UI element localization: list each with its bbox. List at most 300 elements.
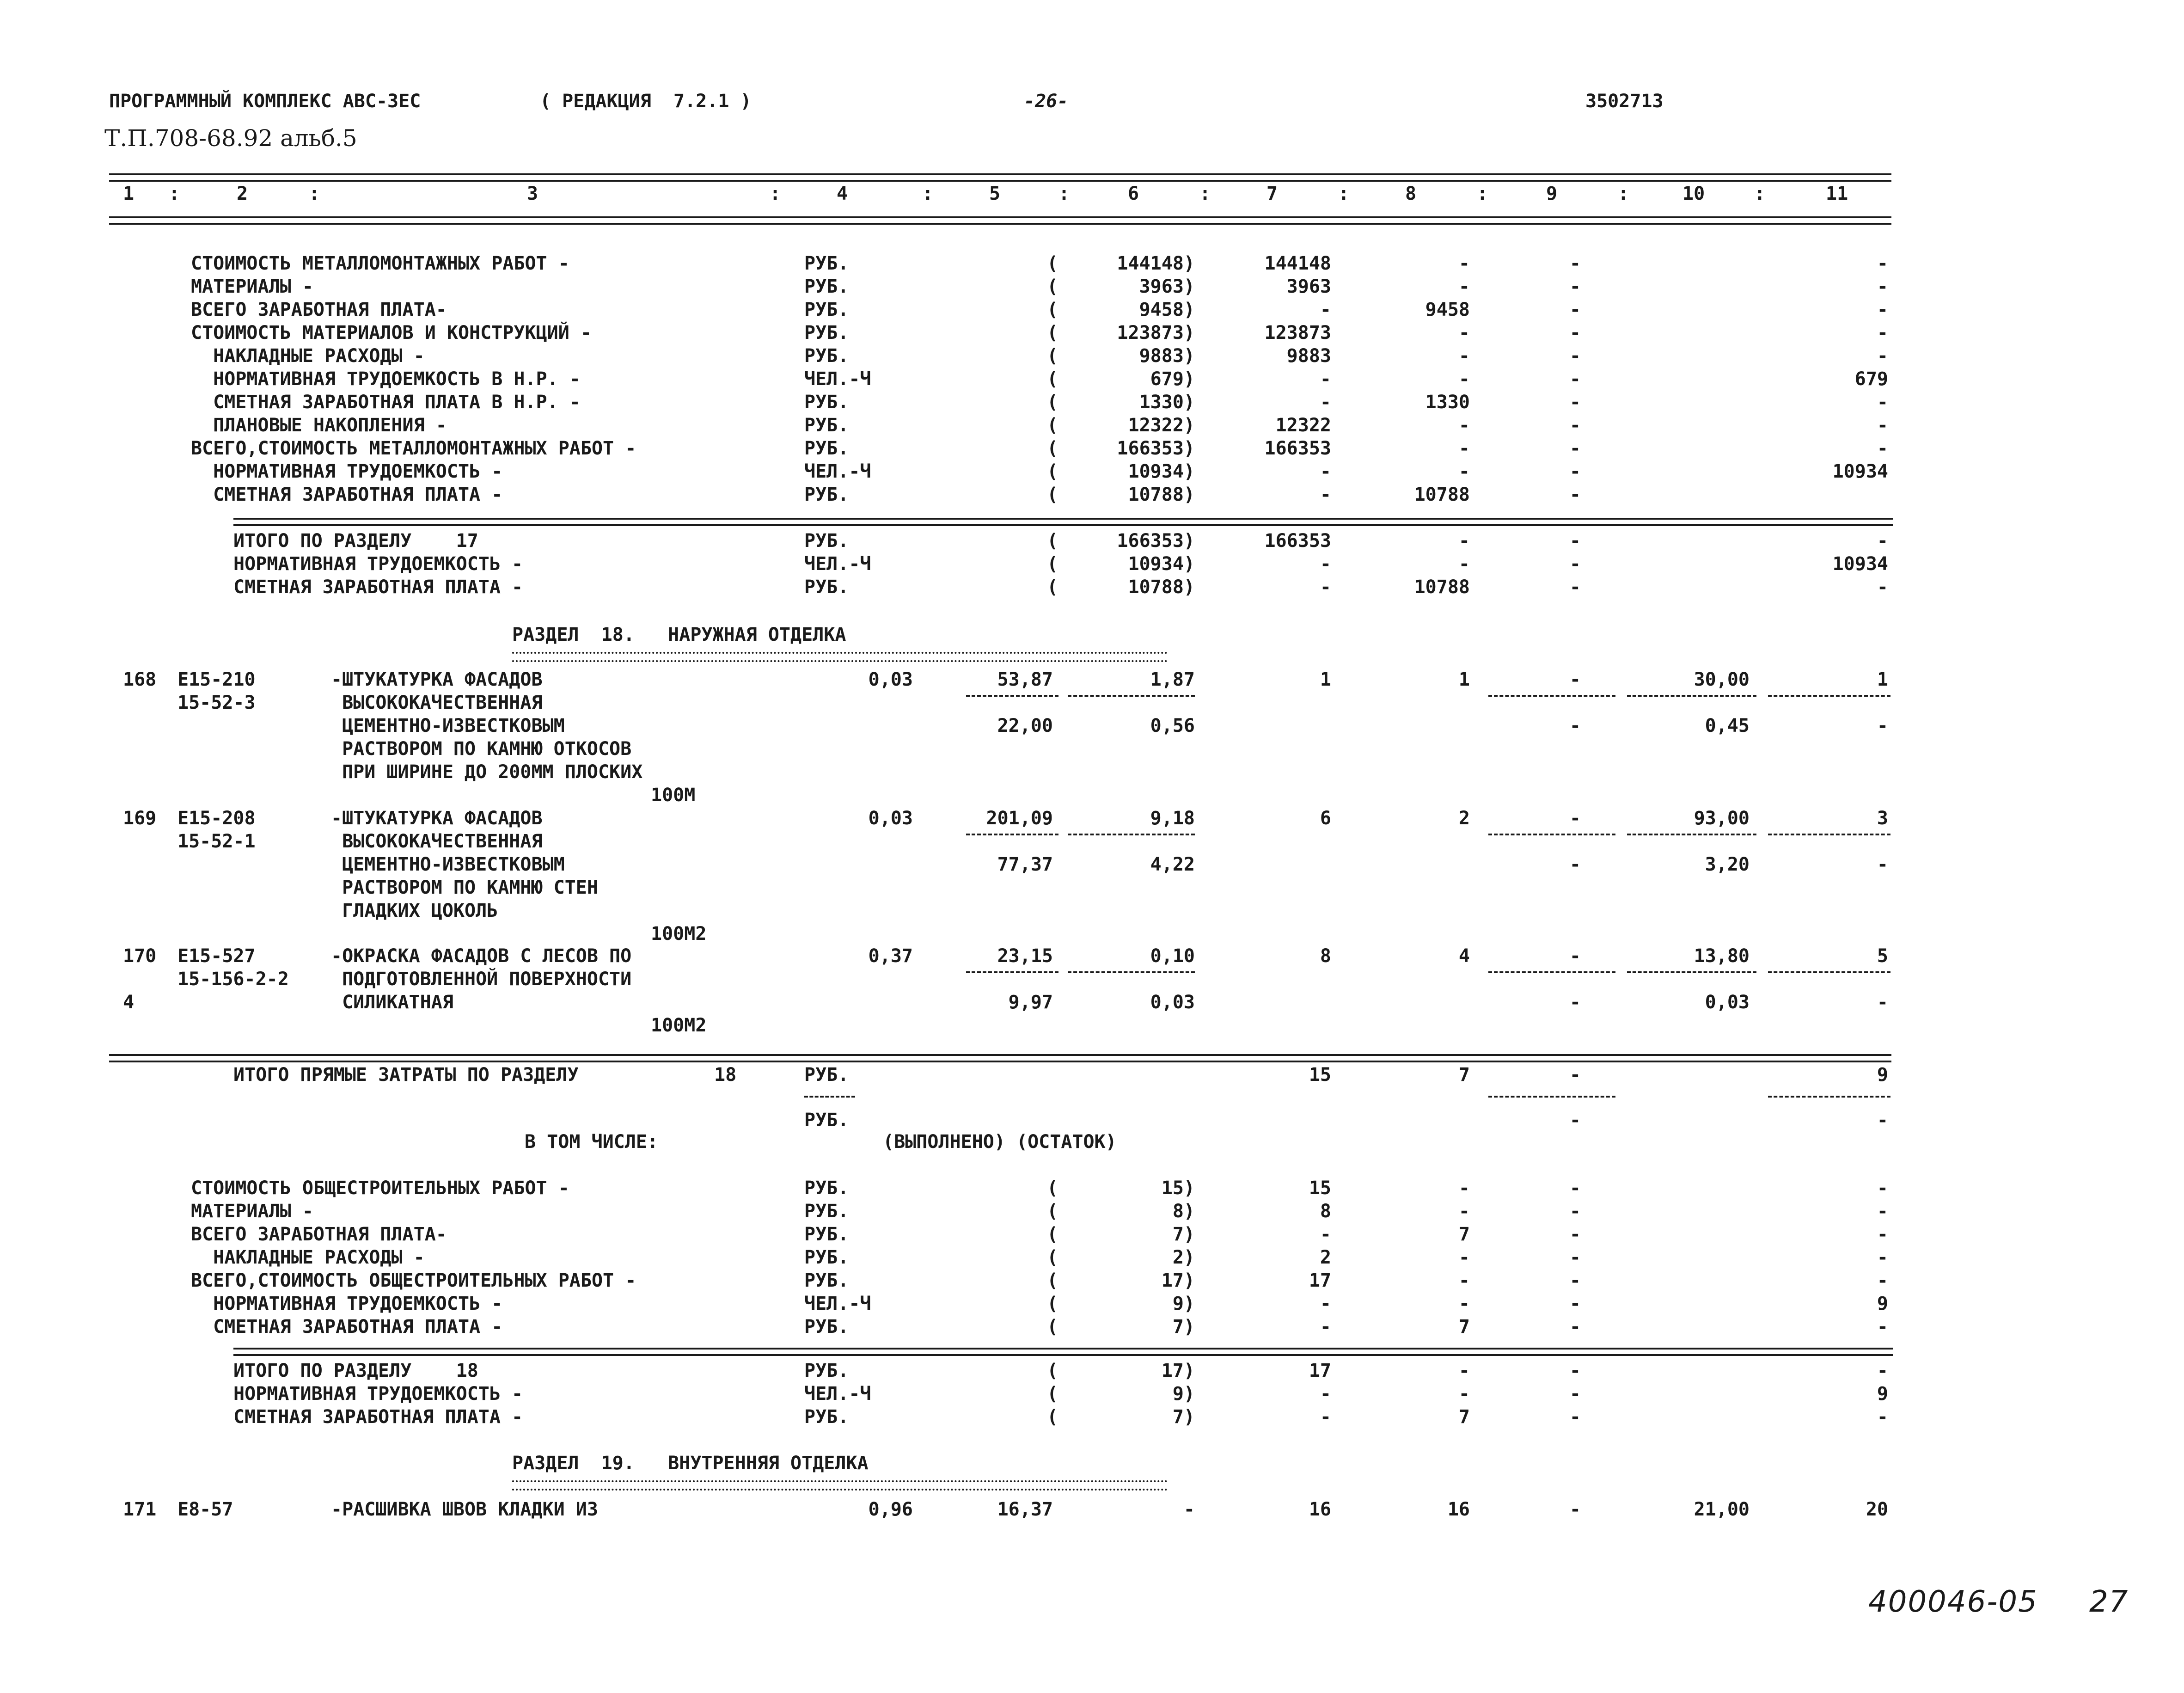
summary-col6: 166353) [1117,530,1195,552]
summary-col6: 144148) [1117,253,1195,274]
summary-col8: - [1458,1247,1470,1268]
summary-label: НОРМАТИВНАЯ ТРУДОЕМКОСТЬ - [233,553,523,575]
summary-label: ИТОГО ПО РАЗДЕЛУ 17 [233,530,478,552]
summary-col7: 144148 [1264,253,1331,274]
summary-label: СТОИМОСТЬ МЕТАЛЛОМОНТАЖНЫХ РАБОТ - [191,253,569,274]
summary-col7: - [1320,553,1331,575]
summary-col7: 166353 [1264,438,1331,459]
summary-col11: - [1877,345,1888,367]
section-title-underline [512,1480,1168,1491]
paren-open: ( [1047,322,1058,344]
summary-unit: РУБ. [804,577,849,598]
summary-col9: - [1569,276,1581,297]
item-quantity: 0,03 [868,669,913,690]
summary-col9: - [1569,299,1581,320]
item-price-wage: 9,97 [1008,992,1053,1013]
item-description-line: ЦЕМЕНТНО-ИЗВЕСТКОВЫМ [331,715,565,736]
summary-label: ВСЕГО,СТОИМОСТЬ ОБЩЕСТРОИТЕЛЬНЫХ РАБОТ - [191,1270,636,1291]
item-col8: 4 [1458,945,1470,967]
direct-costs-col8: 7 [1458,1064,1470,1086]
summary-label: СМЕТНАЯ ЗАРАБОТНАЯ ПЛАТА - [191,484,503,505]
summary-col11: 9 [1877,1383,1888,1405]
summary-col8: - [1458,368,1470,390]
summary-col8: - [1458,530,1470,552]
paren-open: ( [1047,1247,1058,1268]
summary-label: НОРМАТИВНАЯ ТРУДОЕМКОСТЬ В Н.Р. - [191,368,581,390]
item-col10-sub: 3,20 [1705,854,1750,875]
section-18-title: РАЗДЕЛ 18. НАРУЖНАЯ ОТДЕЛКА [512,624,846,645]
summary-col8: - [1458,553,1470,575]
summary-unit: ЧЕЛ.-Ч [804,461,871,482]
paren-open: ( [1047,345,1058,367]
item-code-suffix: 4 [123,992,135,1013]
summary-col8: - [1458,438,1470,459]
item-divider [1627,695,1756,697]
sheet-code: 400046-05 [1868,1585,2038,1619]
summary-col6: 9) [1172,1293,1195,1314]
paren-open: ( [1047,368,1058,390]
summary-unit: РУБ. [804,1178,849,1199]
item-col11-sub: - [1877,854,1888,875]
summary-col6: 10788) [1128,484,1195,505]
summary-col7: 123873 [1264,322,1331,344]
summary-col8: 1330 [1425,392,1470,413]
summary-col7: - [1320,484,1331,505]
paren-open: ( [1047,1316,1058,1337]
paren-open: ( [1047,1383,1058,1405]
column-separator: : [1754,183,1766,204]
column-header-8: 8 [1405,183,1417,204]
column-header-6: 6 [1128,183,1139,204]
summary-col9: - [1569,1293,1581,1314]
summary-col8: - [1458,461,1470,482]
summary-label: НАКЛАДНЫЕ РАСХОДЫ - [191,345,425,367]
direct-costs-section: 18 [714,1064,737,1086]
paren-open: ( [1047,1201,1058,1222]
summary-col7: - [1320,1406,1331,1428]
including-label: В ТОМ ЧИСЛЕ: [525,1131,658,1153]
item-divider [1068,971,1195,973]
item-cost-total: 0,10 [1150,945,1195,967]
summary-col11: 10934 [1832,461,1888,482]
summary-label: ИТОГО ПО РАЗДЕЛУ 18 [233,1360,478,1381]
item-col7: 6 [1320,808,1331,829]
summary-col9: - [1569,253,1581,274]
summary-col9: - [1569,322,1581,344]
direct-costs-unit: РУБ. [804,1064,849,1086]
summary-col11: - [1877,1178,1888,1199]
item-col8: 16 [1447,1499,1470,1520]
item-divider [1488,971,1615,973]
summary-col8: - [1458,1178,1470,1199]
header-top-rule [109,173,1891,182]
edition: ( РЕДАКЦИЯ 7.2.1 ) [540,91,752,112]
column-separator: : [922,183,934,204]
summary-col8: 9458 [1425,299,1470,320]
item-price-total: 16,37 [997,1499,1053,1520]
summary-col8: 7 [1458,1406,1470,1428]
summary-col6: 123873) [1117,322,1195,344]
summary-col8: - [1458,253,1470,274]
column-separator: : [169,183,180,204]
summary-unit: РУБ. [804,415,849,436]
summary-col11: - [1877,438,1888,459]
item-col10: 93,00 [1694,808,1750,829]
item-description-line: ЦЕМЕНТНО-ИЗВЕСТКОВЫМ [331,854,565,875]
item-code-sub: 15-52-1 [177,831,256,852]
item-divider [1627,971,1756,973]
item-col10-sub: 0,03 [1705,992,1750,1013]
summary-col9: - [1569,415,1581,436]
summary-col8: - [1458,345,1470,367]
summary-col7: 17 [1309,1360,1331,1381]
paren-open: ( [1047,253,1058,274]
subtotal-rule-18 [233,1348,1893,1356]
column-header-10: 10 [1682,183,1705,204]
summary-col9: - [1569,484,1581,505]
item-col11: 20 [1866,1499,1888,1520]
summary-col6: 8) [1172,1201,1195,1222]
column-header-11: 11 [1826,183,1848,204]
summary-col9: - [1569,368,1581,390]
direct-costs-col11: 9 [1877,1064,1888,1086]
item-number: 171 [123,1499,157,1520]
item-number: 168 [123,669,157,690]
summary-col7: - [1320,1224,1331,1245]
summary-col9: - [1569,1247,1581,1268]
summary-unit: РУБ. [804,392,849,413]
summary-col8: - [1458,1270,1470,1291]
item-quantity: 0,37 [868,945,913,967]
paren-open: ( [1047,1224,1058,1245]
summary-col7: 8 [1320,1201,1331,1222]
summary-col9: - [1569,1178,1581,1199]
summary-col7: - [1320,461,1331,482]
summary-col6: 10934) [1128,461,1195,482]
paren-open: ( [1047,392,1058,413]
summary-col6: 17) [1161,1270,1195,1291]
item-divider [1488,695,1615,697]
item-divider [1768,695,1890,697]
summary-unit: РУБ. [804,1224,849,1245]
unit-divider [804,1096,855,1098]
summary-unit: РУБ. [804,345,849,367]
item-cost-total: 9,18 [1150,808,1195,829]
item-cost-wage: 0,03 [1150,992,1195,1013]
paren-open: ( [1047,276,1058,297]
direct-divider [1488,1096,1615,1098]
summary-col7: 166353 [1264,530,1331,552]
summary-col11: 9 [1877,1293,1888,1314]
summary-col6: 9) [1172,1383,1195,1405]
item-col9: - [1569,808,1581,829]
column-separator: : [1199,183,1211,204]
summary-col6: 7) [1172,1224,1195,1245]
summary-label: СМЕТНАЯ ЗАРАБОТНАЯ ПЛАТА В Н.Р. - [191,392,581,413]
summary-unit: РУБ. [804,253,849,274]
summary-col11: - [1877,322,1888,344]
paren-open: ( [1047,553,1058,575]
direct-costs-col7: 15 [1309,1064,1331,1086]
summary-col9: - [1569,553,1581,575]
paren-open: ( [1047,299,1058,320]
header-bottom-rule [109,216,1891,225]
item-col9: - [1569,945,1581,967]
item-cost-total: - [1183,1499,1195,1520]
summary-col7: 2 [1320,1247,1331,1268]
item-code: Е15-208 [177,808,256,829]
program-name: ПРОГРАММНЫЙ КОМПЛЕКС АВС-ЗЕС [109,91,421,112]
summary-col8: - [1458,1201,1470,1222]
summary-col11: - [1877,392,1888,413]
summary-col9: - [1569,530,1581,552]
paren-open: ( [1047,1270,1058,1291]
summary-col9: - [1569,392,1581,413]
album-reference: Т.П.708-68.92 альб.5 [104,125,357,152]
paren-open: ( [1047,1360,1058,1381]
summary-unit: РУБ. [804,1201,849,1222]
summary-label: НОРМАТИВНАЯ ТРУДОЕМКОСТЬ - [233,1383,523,1405]
summary-col11: - [1877,577,1888,598]
column-header-3: 3 [527,183,538,204]
item-col9-sub: - [1569,854,1581,875]
summary-col6: 2) [1172,1247,1195,1268]
item-quantity: 0,03 [868,808,913,829]
page-number: -26- [1024,91,1069,112]
summary-label: МАТЕРИАЛЫ - [191,1201,313,1222]
item-col11: 3 [1877,808,1888,829]
summary-col7: 12322 [1275,415,1331,436]
column-separator: : [1338,183,1350,204]
summary-col11: - [1877,1406,1888,1428]
summary-label: НОРМАТИВНАЯ ТРУДОЕМКОСТЬ - [191,1293,503,1314]
done-remainder-label: (ВЫПОЛНЕНО) (ОСТАТОК) [883,1131,1117,1153]
column-separator: : [309,183,320,204]
item-description-line: ГЛАДКИХ ЦОКОЛЬ [331,900,498,921]
summary-col8: - [1458,1383,1470,1405]
item-col7: 16 [1309,1499,1331,1520]
summary-label: ПЛАНОВЫЕ НАКОПЛЕНИЯ - [191,415,447,436]
item-col11: 5 [1877,945,1888,967]
summary-label: СТОИМОСТЬ МАТЕРИАЛОВ И КОНСТРУКЦИЙ - [191,322,592,344]
item-description-line: СИЛИКАТНАЯ [331,992,453,1013]
summary-label: ВСЕГО ЗАРАБОТНАЯ ПЛАТА- [191,1224,447,1245]
item-description-line: РАСТВОРОМ ПО КАМНЮ ОТКОСОВ [331,738,632,760]
direct-costs-col9-sub: - [1569,1110,1581,1131]
direct-costs-unit-2: РУБ. [804,1110,849,1131]
item-divider [1488,834,1615,835]
summary-col6: 7) [1172,1406,1195,1428]
item-cost-total: 1,87 [1150,669,1195,690]
summary-col6: 15) [1161,1178,1195,1199]
summary-col7: - [1320,299,1331,320]
summary-label: ВСЕГО,СТОИМОСТЬ МЕТАЛЛОМОНТАЖНЫХ РАБОТ - [191,438,636,459]
item-description-line: ВЫСОКОКАЧЕСТВЕННАЯ [331,831,543,852]
item-unit: 100М [651,785,696,806]
summary-label: СМЕТНАЯ ЗАРАБОТНАЯ ПЛАТА - [191,1316,503,1337]
summary-unit: РУБ. [804,530,849,552]
item-col10: 13,80 [1694,945,1750,967]
item-cost-wage: 4,22 [1150,854,1195,875]
summary-col9: - [1569,1224,1581,1245]
item-col10: 21,00 [1694,1499,1750,1520]
item-col8: 1 [1458,669,1470,690]
summary-col9: - [1569,461,1581,482]
summary-col6: 166353) [1117,438,1195,459]
summary-col7: - [1320,1383,1331,1405]
item-description-line: -ОКРАСКА ФАСАДОВ С ЛЕСОВ ПО [331,945,632,967]
summary-col11: - [1877,299,1888,320]
item-col8: 2 [1458,808,1470,829]
item-description-line: ПОДГОТОВЛЕННОЙ ПОВЕРХНОСТИ [331,969,632,990]
sheet-number: 27 [2089,1585,2129,1619]
summary-col9: - [1569,1383,1581,1405]
summary-col11: - [1877,1360,1888,1381]
summary-col11: - [1877,253,1888,274]
summary-label: НАКЛАДНЫЕ РАСХОДЫ - [191,1247,425,1268]
item-col9: - [1569,1499,1581,1520]
column-header-5: 5 [989,183,1001,204]
item-col7: 8 [1320,945,1331,967]
summary-col7: 9883 [1286,345,1331,367]
item-divider [1768,971,1890,973]
item-col11: 1 [1877,669,1888,690]
summary-col11: 679 [1854,368,1888,390]
summary-col7: - [1320,392,1331,413]
section-19-title: РАЗДЕЛ 19. ВНУТРЕННЯЯ ОТДЕЛКА [512,1453,869,1474]
section-title-underline [512,652,1168,662]
item-price-total: 201,09 [986,808,1053,829]
summary-label: СТОИМОСТЬ ОБЩЕСТРОИТЕЛЬНЫХ РАБОТ - [191,1178,569,1199]
item-col11-sub: - [1877,715,1888,736]
summary-unit: РУБ. [804,484,849,505]
summary-col9: - [1569,1201,1581,1222]
summary-col6: 10788) [1128,577,1195,598]
summary-label: СМЕТНАЯ ЗАРАБОТНАЯ ПЛАТА - [233,577,523,598]
summary-col7: - [1320,368,1331,390]
paren-open: ( [1047,1293,1058,1314]
summary-col7: 3963 [1286,276,1331,297]
direct-costs-label: ИТОГО ПРЯМЫЕ ЗАТРАТЫ ПО РАЗДЕЛУ [233,1064,579,1086]
paren-open: ( [1047,461,1058,482]
subtotal-rule-17 [233,518,1893,526]
summary-unit: РУБ. [804,276,849,297]
item-col7: 1 [1320,669,1331,690]
summary-col8: - [1458,1293,1470,1314]
item-cost-wage: 0,56 [1150,715,1195,736]
summary-col11: - [1877,1270,1888,1291]
summary-col8: - [1458,322,1470,344]
summary-col11: 10934 [1832,553,1888,575]
summary-unit: ЧЕЛ.-Ч [804,1293,871,1314]
item-number: 170 [123,945,157,967]
document-code: 3502713 [1585,91,1664,112]
summary-col9: - [1569,577,1581,598]
item-description-line: ВЫСОКОКАЧЕСТВЕННАЯ [331,692,543,713]
summary-unit: РУБ. [804,1247,849,1268]
item-price-wage: 22,00 [997,715,1053,736]
summary-col8: - [1458,1360,1470,1381]
summary-col7: - [1320,1316,1331,1337]
summary-col7: 17 [1309,1270,1331,1291]
summary-col6: 9458) [1139,299,1195,320]
summary-col11: - [1877,1316,1888,1337]
summary-unit: ЧЕЛ.-Ч [804,553,871,575]
column-header-1: 1 [123,183,135,204]
item-col9: - [1569,669,1581,690]
summary-label: ВСЕГО ЗАРАБОТНАЯ ПЛАТА- [191,299,447,320]
summary-col6: 12322) [1128,415,1195,436]
summary-col9: - [1569,1406,1581,1428]
summary-unit: РУБ. [804,1360,849,1381]
item-divider [1068,834,1195,835]
summary-col6: 9883) [1139,345,1195,367]
summary-label: МАТЕРИАЛЫ - [191,276,313,297]
summary-col6: 1330) [1139,392,1195,413]
summary-col8: 7 [1458,1224,1470,1245]
item-divider [1627,834,1756,835]
item-description-line: -РАСШИВКА ШВОВ КЛАДКИ ИЗ [331,1499,598,1520]
summary-col11: - [1877,1201,1888,1222]
column-separator: : [770,183,781,204]
summary-col9: - [1569,1316,1581,1337]
summary-col11: - [1877,530,1888,552]
summary-unit: РУБ. [804,1270,849,1291]
summary-col9: - [1569,1270,1581,1291]
item-col10: 30,00 [1694,669,1750,690]
summary-col11: - [1877,1224,1888,1245]
column-header-9: 9 [1546,183,1558,204]
item-quantity: 0,96 [868,1499,913,1520]
summary-col8: - [1458,415,1470,436]
summary-col6: 7) [1172,1316,1195,1337]
item-price-wage: 77,37 [997,854,1053,875]
item-price-total: 23,15 [997,945,1053,967]
summary-col9: - [1569,438,1581,459]
summary-unit: РУБ. [804,1406,849,1428]
summary-col6: 10934) [1128,553,1195,575]
summary-unit: РУБ. [804,322,849,344]
item-code: Е15-527 [177,945,256,967]
item-col10-sub: 0,45 [1705,715,1750,736]
summary-unit: РУБ. [804,299,849,320]
column-separator: : [1618,183,1629,204]
item-description-line: РАСТВОРОМ ПО КАМНЮ СТЕН [331,877,598,898]
item-code: Е15-210 [177,669,256,690]
item-description-line: -ШТУКАТУРКА ФАСАДОВ [331,669,543,690]
summary-col6: 679) [1150,368,1195,390]
summary-unit: РУБ. [804,438,849,459]
direct-costs-col9: - [1569,1064,1581,1086]
item-code-sub: 15-52-3 [177,692,256,713]
direct-costs-col11-sub: - [1877,1110,1888,1131]
item-unit: 100М2 [651,923,707,945]
summary-col11: - [1877,415,1888,436]
item-col11-sub: - [1877,992,1888,1013]
paren-open: ( [1047,577,1058,598]
summary-unit: РУБ. [804,1316,849,1337]
column-separator: : [1058,183,1070,204]
item-description-line: -ШТУКАТУРКА ФАСАДОВ [331,808,543,829]
item-unit: 100М2 [651,1015,707,1036]
direct-divider [1768,1096,1890,1098]
summary-col8: 10788 [1414,577,1470,598]
paren-open: ( [1047,415,1058,436]
paren-open: ( [1047,484,1058,505]
item-divider [1768,834,1890,835]
summary-col11: - [1877,1247,1888,1268]
summary-label: СМЕТНАЯ ЗАРАБОТНАЯ ПЛАТА - [233,1406,523,1428]
